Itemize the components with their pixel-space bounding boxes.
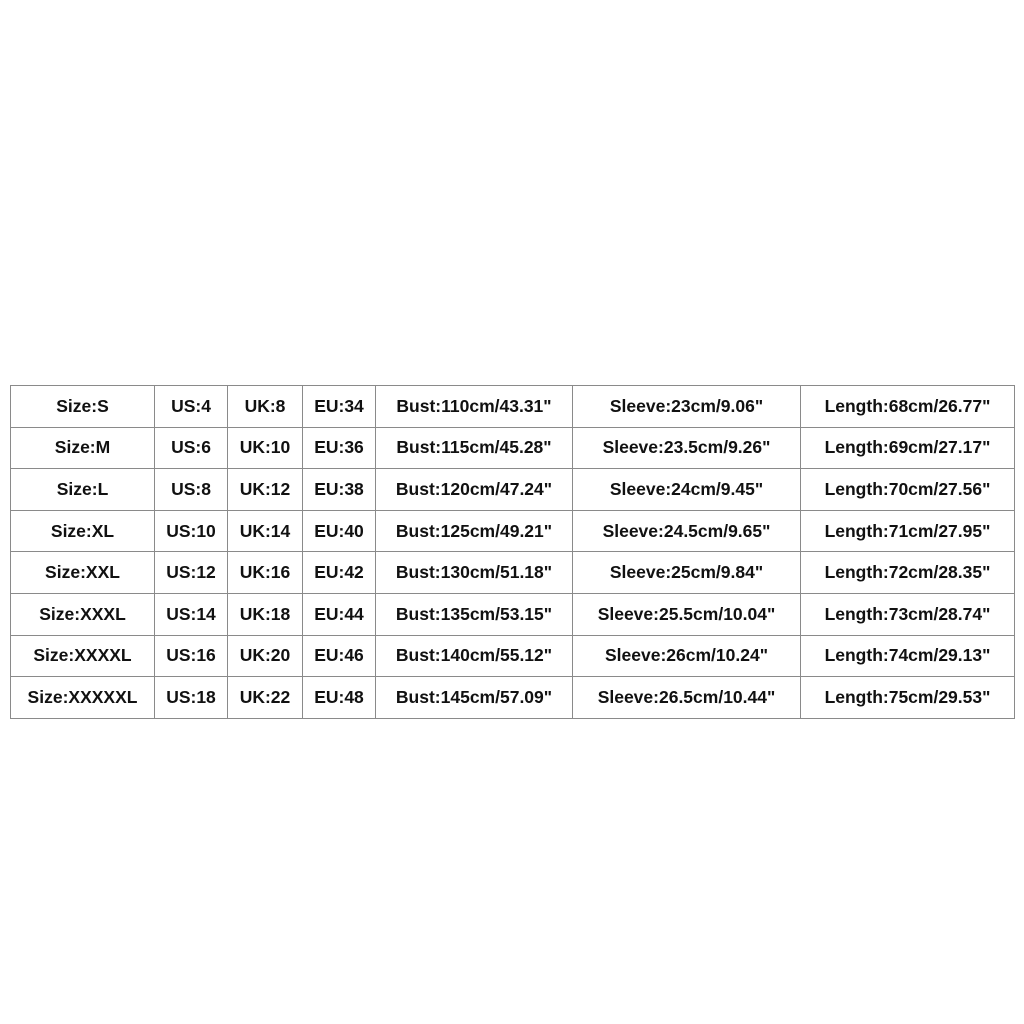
size-cell: Size:XXXL: [11, 593, 155, 635]
uk-size-cell: UK:14: [228, 510, 303, 552]
eu-size-cell: EU:36: [303, 427, 376, 469]
size-chart-table: [10, 385, 1015, 719]
uk-size-cell: UK:18: [228, 593, 303, 635]
table-row: [11, 552, 1015, 594]
size-cell: Size:XL: [11, 510, 155, 552]
eu-size-cell: EU:42: [303, 552, 376, 594]
bust-cell: Bust:135cm/53.15": [376, 593, 573, 635]
bust-cell: Bust:110cm/43.31": [376, 386, 573, 428]
table-row: [11, 427, 1015, 469]
us-size-cell: US:6: [155, 427, 228, 469]
bust-cell: Bust:140cm/55.12": [376, 635, 573, 677]
us-size-cell: US:18: [155, 677, 228, 719]
sleeve-cell: Sleeve:26cm/10.24": [573, 635, 801, 677]
sleeve-cell: Sleeve:25cm/9.84": [573, 552, 801, 594]
sleeve-cell: Sleeve:25.5cm/10.04": [573, 593, 801, 635]
bust-cell: Bust:115cm/45.28": [376, 427, 573, 469]
sleeve-cell: Sleeve:24.5cm/9.65": [573, 510, 801, 552]
uk-size-cell: UK:12: [228, 469, 303, 511]
table-row: [11, 469, 1015, 511]
table-row: [11, 635, 1015, 677]
size-cell: Size:XXL: [11, 552, 155, 594]
sleeve-cell: Sleeve:26.5cm/10.44": [573, 677, 801, 719]
us-size-cell: US:14: [155, 593, 228, 635]
table-row: [11, 510, 1015, 552]
uk-size-cell: UK:20: [228, 635, 303, 677]
size-cell: Size:S: [11, 386, 155, 428]
length-cell: Length:70cm/27.56": [801, 469, 1015, 511]
table-row: [11, 593, 1015, 635]
us-size-cell: US:4: [155, 386, 228, 428]
length-cell: Length:73cm/28.74": [801, 593, 1015, 635]
length-cell: Length:75cm/29.53": [801, 677, 1015, 719]
eu-size-cell: EU:40: [303, 510, 376, 552]
us-size-cell: US:12: [155, 552, 228, 594]
us-size-cell: US:8: [155, 469, 228, 511]
length-cell: Length:72cm/28.35": [801, 552, 1015, 594]
us-size-cell: US:16: [155, 635, 228, 677]
table-row: [11, 677, 1015, 719]
bust-cell: Bust:145cm/57.09": [376, 677, 573, 719]
eu-size-cell: EU:44: [303, 593, 376, 635]
size-cell: Size:XXXXXL: [11, 677, 155, 719]
eu-size-cell: EU:46: [303, 635, 376, 677]
sleeve-cell: Sleeve:23cm/9.06": [573, 386, 801, 428]
eu-size-cell: EU:34: [303, 386, 376, 428]
uk-size-cell: UK:8: [228, 386, 303, 428]
us-size-cell: US:10: [155, 510, 228, 552]
bust-cell: Bust:120cm/47.24": [376, 469, 573, 511]
size-cell: Size:L: [11, 469, 155, 511]
table-row: [11, 386, 1015, 428]
length-cell: Length:68cm/26.77": [801, 386, 1015, 428]
bust-cell: Bust:125cm/49.21": [376, 510, 573, 552]
uk-size-cell: UK:10: [228, 427, 303, 469]
length-cell: Length:71cm/27.95": [801, 510, 1015, 552]
length-cell: Length:74cm/29.13": [801, 635, 1015, 677]
size-cell: Size:M: [11, 427, 155, 469]
uk-size-cell: UK:16: [228, 552, 303, 594]
sleeve-cell: Sleeve:23.5cm/9.26": [573, 427, 801, 469]
eu-size-cell: EU:38: [303, 469, 376, 511]
sleeve-cell: Sleeve:24cm/9.45": [573, 469, 801, 511]
bust-cell: Bust:130cm/51.18": [376, 552, 573, 594]
uk-size-cell: UK:22: [228, 677, 303, 719]
length-cell: Length:69cm/27.17": [801, 427, 1015, 469]
eu-size-cell: EU:48: [303, 677, 376, 719]
size-cell: Size:XXXXL: [11, 635, 155, 677]
